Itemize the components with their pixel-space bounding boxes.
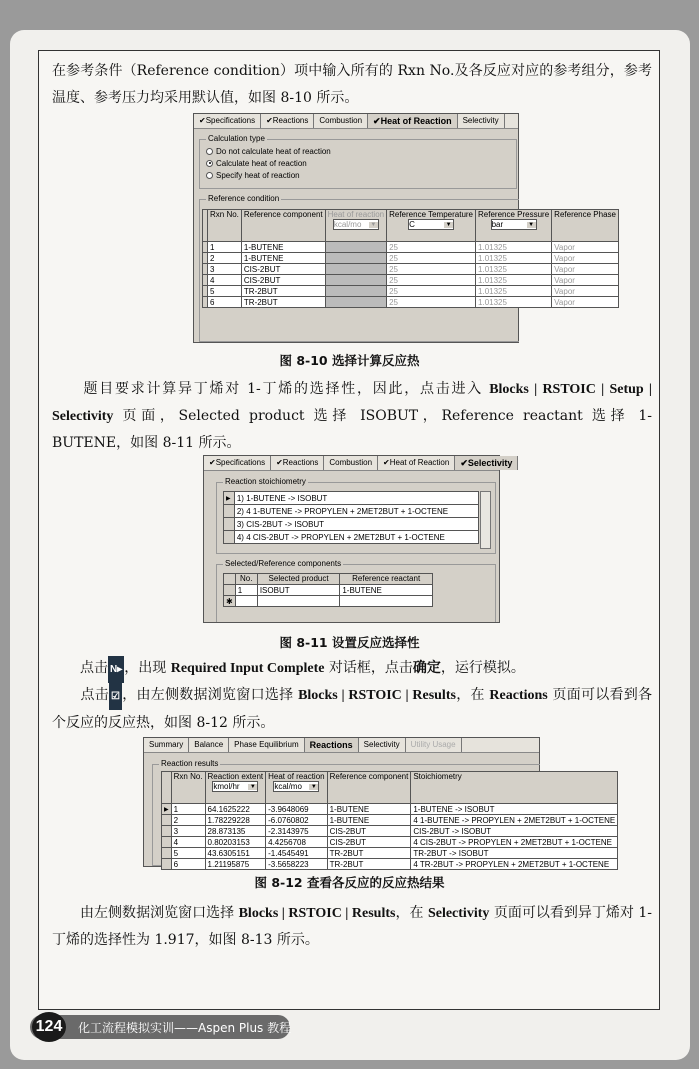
col-reference-component: Reference component — [327, 772, 411, 804]
cell-stoichiometry: 1-BUTENE -> ISOBUT — [411, 804, 618, 815]
text: 点击 — [80, 687, 110, 703]
cell-heat — [325, 286, 386, 297]
cell-rxn-no: 2 — [171, 815, 205, 826]
cell-ref-component: 1-BUTENE — [327, 815, 411, 826]
radio-label: Do not calculate heat of reaction — [216, 146, 331, 156]
group-label: Reaction results — [161, 759, 219, 768]
text: 页面，Selected product 选择 ISOBUT，Reference reactant 选择 1-BUTENE，如图 8-11 所示。 — [52, 408, 652, 451]
col-reference-reactant: Reference reactant — [340, 574, 433, 585]
table-row[interactable] — [162, 804, 618, 815]
radio-icon — [206, 148, 213, 155]
table-row[interactable] — [203, 275, 619, 286]
text: ，在 — [455, 687, 490, 703]
cell-ref-component: CIS-2BUT — [327, 826, 411, 837]
dropdown-arrow-icon: ▼ — [445, 221, 452, 228]
tab-specifications[interactable]: ✔Specifications — [194, 114, 261, 128]
reference-condition-group — [199, 194, 616, 342]
radio-label: Specify heat of reaction — [216, 170, 300, 180]
table-row[interactable] — [203, 286, 619, 297]
new-row[interactable] — [224, 596, 433, 607]
cell-ref-component[interactable]: CIS-2BUT — [241, 275, 325, 286]
stoichiometry-item[interactable]: 1) 1-BUTENE -> ISOBUT — [234, 492, 478, 505]
list-item[interactable] — [224, 518, 479, 531]
reaction-stoichiometry-group — [216, 477, 496, 554]
list-item[interactable] — [224, 531, 479, 544]
cell-ref-pressure[interactable]: 1.01325 — [476, 242, 552, 253]
tab-reactions[interactable]: ✔Reactions — [261, 114, 314, 128]
cell-ref-component[interactable]: 1-BUTENE — [241, 253, 325, 264]
text: 点击 — [80, 660, 108, 676]
text: 题目要求计算异丁烯对 1-丁烯的选择性，因此，点击进入 — [83, 381, 490, 397]
list-item[interactable] — [224, 505, 479, 518]
dialog-name: Required Input Complete — [170, 661, 325, 676]
select-value: C — [409, 220, 415, 229]
next-icon: N▸ — [108, 656, 124, 683]
cell-ref-phase[interactable]: Vapor — [552, 242, 619, 253]
table-row[interactable] — [162, 837, 618, 848]
cell-heat: -3.5658223 — [266, 859, 327, 870]
tab-bar — [194, 114, 518, 129]
cell-ref-component: CIS-2BUT — [327, 837, 411, 848]
cell-ref-pressure[interactable]: 1.01325 — [476, 286, 552, 297]
tab-heat-of-reaction[interactable]: ✔Heat of Reaction — [368, 114, 458, 128]
pressure-unit-select[interactable] — [491, 219, 537, 230]
cell-ref-component: 1-BUTENE — [327, 804, 411, 815]
cell-ref-temp[interactable]: 25 — [387, 286, 476, 297]
menu-path: Blocks | RSTOIC | Results — [238, 906, 396, 921]
tab-bar — [204, 456, 513, 471]
paragraph-2 — [52, 376, 652, 457]
header-label: Reference Pressure — [478, 210, 550, 219]
cell-stoichiometry: CIS-2BUT -> ISOBUT — [411, 826, 618, 837]
cell-rxn-no: 3 — [208, 264, 242, 275]
scrollbar[interactable] — [480, 491, 491, 549]
cell-rxn-no: 6 — [208, 297, 242, 308]
row-pointer-icon: ▶ — [162, 804, 172, 815]
cell-heat: -3.9648069 — [266, 804, 327, 815]
selectivity-form — [203, 455, 513, 623]
cell-stoichiometry: TR-2BUT -> ISOBUT — [411, 848, 618, 859]
reference-table — [202, 209, 619, 308]
book-title: 化工流程模拟实训——Aspen Plus 教程 — [78, 1021, 292, 1035]
header-label: Heat of reaction — [327, 210, 385, 219]
page-number: 124 — [32, 1012, 66, 1042]
row-header — [162, 859, 172, 870]
select-value: kcal/mo — [333, 220, 362, 229]
group-label: Reference condition — [208, 194, 280, 203]
header-label: Heat of reaction — [268, 772, 325, 781]
row-header — [224, 531, 235, 544]
col-rxn-no: Rxn No. — [171, 772, 205, 804]
tab-specifications[interactable]: ✔Specifications — [204, 456, 271, 470]
group-label: Reaction stoichiometry — [225, 477, 306, 486]
col-stoichiometry: Stoichiometry — [411, 772, 618, 804]
col-no: No. — [235, 574, 257, 585]
col-ref-phase: Reference Phase — [552, 210, 619, 242]
col-heat — [325, 210, 386, 242]
cell-ref-component[interactable]: TR-2BUT — [241, 286, 325, 297]
col-ref-temp — [387, 210, 476, 242]
cell-ref-component: TR-2BUT — [327, 859, 411, 870]
cell-heat — [325, 253, 386, 264]
figure-caption-8-12: 图 8-12 查看各反应的反应热结果 — [254, 875, 445, 890]
cell-ref-pressure[interactable]: 1.01325 — [476, 275, 552, 286]
cell-ref-temp[interactable]: 25 — [387, 242, 476, 253]
radio-no-calc[interactable] — [206, 145, 510, 157]
col-ref-component: Reference component — [241, 210, 325, 242]
row-header — [162, 815, 172, 826]
tab-heat-of-reaction[interactable]: ✔Heat of Reaction — [378, 456, 455, 470]
table-row[interactable] — [162, 826, 618, 837]
cell-stoichiometry: 4 1-BUTENE -> PROPYLEN + 2MET2BUT + 1-OCTENE — [411, 815, 618, 826]
cell-heat: -2.3143975 — [266, 826, 327, 837]
cell-extent: 64.1625222 — [205, 804, 266, 815]
cell-rxn-no: 3 — [171, 826, 205, 837]
cell-stoichiometry: 4 CIS-2BUT -> PROPYLEN + 2MET2BUT + 1-OCTENE — [411, 837, 618, 848]
paragraph-3 — [52, 655, 652, 683]
dropdown-arrow-icon: ▼ — [370, 221, 377, 228]
stoichiometry-item[interactable]: 2) 4 1-BUTENE -> PROPYLEN + 2MET2BUT + 1-OCTENE — [234, 505, 478, 518]
tab-utility-usage: Utility Usage — [406, 738, 462, 752]
cell-ref-temp[interactable]: 25 — [387, 253, 476, 264]
cell-heat — [325, 264, 386, 275]
figure-caption-8-10: 图 8-10 选择计算反应热 — [279, 353, 420, 368]
page-name: Selectivity — [427, 906, 490, 921]
temp-unit-select[interactable] — [408, 219, 454, 230]
heat-unit-select[interactable] — [333, 219, 379, 230]
radio-icon — [206, 172, 213, 179]
table-row[interactable] — [203, 264, 619, 275]
text: ，在 — [395, 905, 428, 921]
col-reaction-extent — [205, 772, 266, 804]
text: 页面可以看到异丁烯对 1-丁烯的选择性为 1.917，如图 8-13 所示。 — [52, 905, 653, 948]
paragraph-1: 在参考条件（Reference condition）项中输入所有的 Rxn No.及各反应对应的参考组分，参考温度、参考压力均采用默认值，如图 8-10 所示。 — [52, 63, 652, 106]
tab-balance[interactable]: Balance — [189, 738, 229, 752]
cell-ref-pressure[interactable]: 1.01325 — [476, 253, 552, 264]
text: 由左侧数据浏览窗口选择 — [80, 905, 239, 921]
col-ref-pressure — [476, 210, 552, 242]
header-label: Reference Temperature — [389, 210, 474, 219]
text: 对话框，点击 — [324, 660, 413, 676]
row-header — [224, 505, 235, 518]
cell-ref-pressure[interactable]: 1.01325 — [476, 264, 552, 275]
dropdown-arrow-icon: ▼ — [310, 783, 317, 790]
check-results-icon: ☑ — [109, 683, 122, 710]
menu-path: Blocks | RSTOIC | Results — [298, 688, 456, 703]
menu-path: Blocks | RSTOIC | Setup | Selectivity — [52, 382, 653, 424]
tab-combustion[interactable]: Combustion — [314, 114, 368, 128]
radio-calculate[interactable] — [206, 157, 510, 169]
cell-heat: -6.0760802 — [266, 815, 327, 826]
table-row[interactable] — [203, 242, 619, 253]
new-row-marker-icon: ✱ — [224, 596, 236, 607]
radio-selected-icon — [206, 160, 213, 167]
heat-of-reaction-form — [193, 113, 616, 343]
calculation-type-group — [199, 134, 517, 189]
table-row[interactable] — [203, 297, 619, 308]
table-row[interactable] — [203, 253, 619, 264]
stoichiometry-item[interactable]: 3) CIS-2BUT -> ISOBUT — [234, 518, 478, 531]
group-label: Calculation type — [208, 134, 265, 143]
cell-ref-component[interactable]: 1-BUTENE — [241, 242, 325, 253]
cell-ref-temp[interactable]: 25 — [387, 264, 476, 275]
row-pointer-icon: ▶ — [224, 492, 235, 505]
tab-selectivity[interactable]: Selectivity — [359, 738, 406, 752]
tab-summary[interactable]: Summary — [144, 738, 189, 752]
cell-ref-phase[interactable]: Vapor — [552, 253, 619, 264]
cell-ref-phase[interactable]: Vapor — [552, 275, 619, 286]
cell-ref-component: TR-2BUT — [327, 848, 411, 859]
list-item[interactable] — [224, 492, 479, 505]
cell-extent: 43.6305151 — [205, 848, 266, 859]
cell-rxn-no: 1 — [171, 804, 205, 815]
cell-ref-temp[interactable]: 25 — [387, 297, 476, 308]
select-value: bar — [491, 220, 504, 229]
cell-extent: 28.873135 — [205, 826, 266, 837]
cell-rxn-no: 5 — [171, 848, 205, 859]
cell-no: 1 — [235, 585, 257, 596]
cell-ref-phase[interactable]: Vapor — [552, 286, 619, 297]
row-header — [162, 848, 172, 859]
cell-ref-temp[interactable]: 25 — [387, 275, 476, 286]
selected-reference-group — [216, 559, 496, 622]
extent-unit-select[interactable] — [212, 781, 258, 792]
select-value: kmol/hr — [213, 782, 240, 791]
heat-unit-select[interactable] — [273, 781, 319, 792]
cell-extent: 1.78229228 — [205, 815, 266, 826]
cell-ref-component[interactable]: CIS-2BUT — [241, 264, 325, 275]
header-label: Reaction extent — [207, 772, 264, 781]
reaction-results-form — [143, 737, 616, 869]
table-row[interactable] — [224, 585, 433, 596]
cell-heat: 4.4256708 — [266, 837, 327, 848]
text: ，由左侧数据浏览窗口选择 — [122, 687, 299, 703]
cell-rxn-no: 1 — [208, 242, 242, 253]
cell-rxn-no: 6 — [171, 859, 205, 870]
table-row[interactable] — [162, 848, 618, 859]
col-rxn-no: Rxn No. — [208, 210, 242, 242]
text: 页面可以看到各个反应的反应热，如图 8-12 所示。 — [52, 687, 653, 731]
stoichiometry-item[interactable]: 4) 4 CIS-2BUT -> PROPYLEN + 2MET2BUT + 1-OCTENE — [234, 531, 478, 544]
row-header — [224, 518, 235, 531]
cell-heat — [325, 242, 386, 253]
cell-rxn-no: 4 — [171, 837, 205, 848]
cell-ref-phase[interactable]: Vapor — [552, 264, 619, 275]
select-value: kcal/mo — [274, 782, 302, 791]
stoichiometry-list — [223, 491, 479, 544]
cell-selected-product[interactable]: ISOBUT — [257, 585, 340, 596]
cell-ref-phase[interactable]: Vapor — [552, 297, 619, 308]
tab-phase-equilibrium[interactable]: Phase Equilibrium — [229, 738, 304, 752]
figure-caption-8-11: 图 8-11 设置反应选择性 — [279, 635, 420, 650]
text: ，运行模拟。 — [440, 660, 525, 676]
tab-combustion[interactable]: Combustion — [324, 456, 378, 470]
ok-label: 确定 — [412, 661, 441, 676]
cell-ref-component[interactable]: TR-2BUT — [241, 297, 325, 308]
reaction-results-table — [161, 771, 618, 870]
cell-ref-pressure[interactable]: 1.01325 — [476, 297, 552, 308]
cell-rxn-no: 2 — [208, 253, 242, 264]
row-header — [162, 826, 172, 837]
row-header — [162, 837, 172, 848]
tab-selectivity[interactable]: Selectivity — [458, 114, 505, 128]
paragraph-4 — [52, 682, 652, 737]
cell-rxn-no: 4 — [208, 275, 242, 286]
dropdown-arrow-icon: ▼ — [249, 783, 256, 790]
tab-bar — [144, 738, 539, 753]
radio-label: Calculate heat of reaction — [216, 158, 307, 168]
paragraph-5 — [52, 900, 652, 954]
col-heat-of-reaction — [266, 772, 327, 804]
tab-selectivity[interactable]: ✔Selectivity — [455, 456, 518, 470]
cell-extent: 1.21195875 — [205, 859, 266, 870]
dropdown-arrow-icon: ▼ — [528, 221, 535, 228]
tab-reactions[interactable]: ✔Reactions — [271, 456, 324, 470]
cell-heat — [325, 297, 386, 308]
table-row[interactable] — [162, 815, 618, 826]
table-row[interactable] — [162, 859, 618, 870]
cell-rxn-no: 5 — [208, 286, 242, 297]
radio-specify[interactable] — [206, 169, 510, 181]
cell-heat: -1.4545491 — [266, 848, 327, 859]
selectivity-table — [223, 573, 433, 607]
cell-reference-reactant[interactable]: 1-BUTENE — [340, 585, 433, 596]
text: ，出现 — [124, 660, 171, 676]
col-selected-product: Selected product — [257, 574, 340, 585]
cell-extent: 0.80203153 — [205, 837, 266, 848]
reaction-results-group — [152, 759, 616, 869]
cell-stoichiometry: 4 TR-2BUT -> PROPYLEN + 2MET2BUT + 1-OCTENE — [411, 859, 618, 870]
cell-heat — [325, 275, 386, 286]
page-name: Reactions — [489, 688, 548, 703]
group-label: Selected/Reference components — [225, 559, 342, 568]
tab-reactions[interactable]: Reactions — [305, 738, 359, 752]
